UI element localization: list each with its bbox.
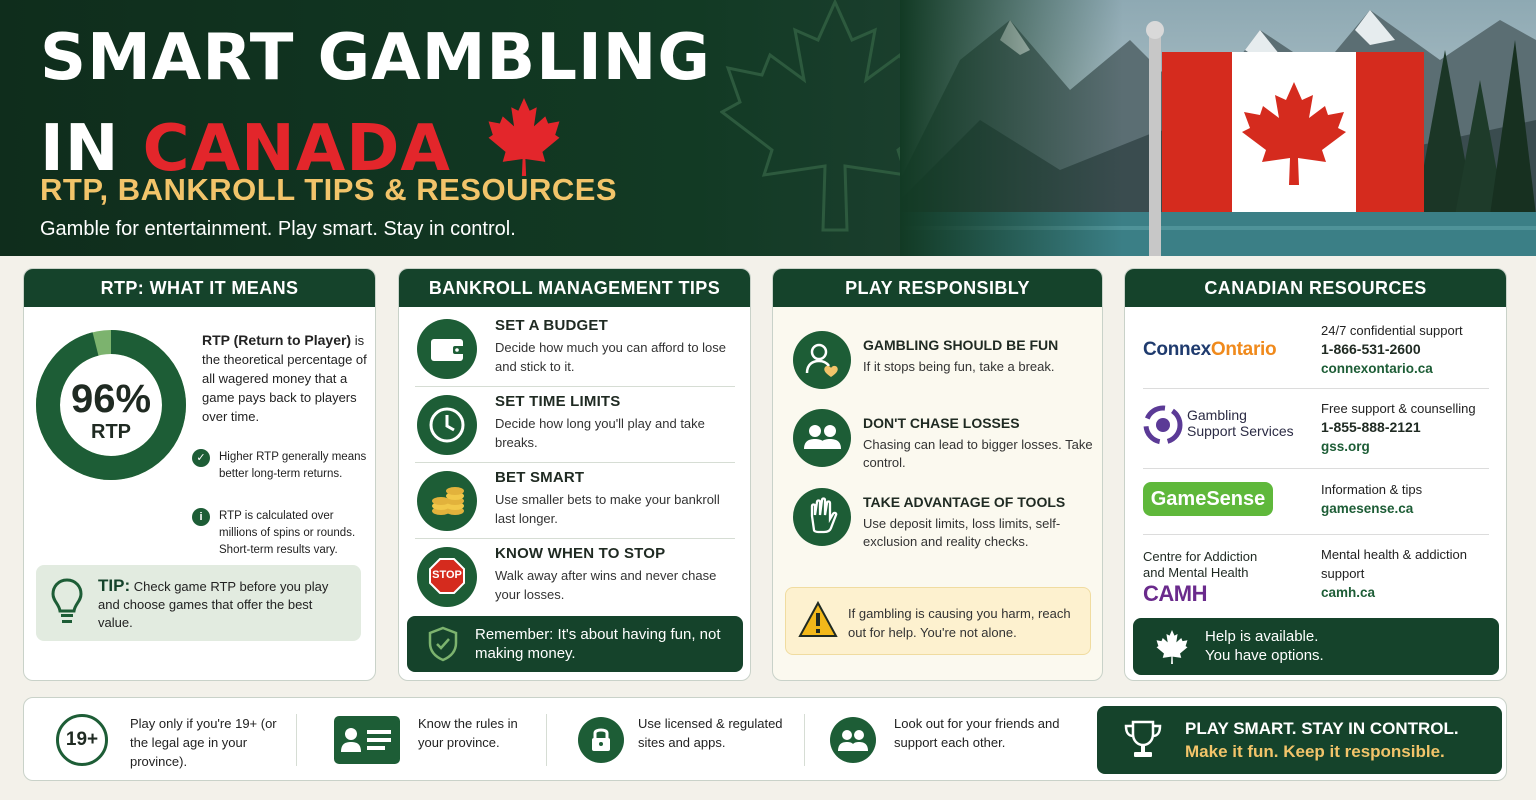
gss-link[interactable]: gss.org	[1321, 439, 1370, 454]
camh-logo-line1: Centre for Addiction	[1143, 549, 1258, 564]
check-icon: ✓	[192, 449, 210, 467]
divider	[296, 714, 297, 766]
bottom-strip	[23, 697, 1507, 781]
resource-camh	[1143, 535, 1489, 611]
responsible-panel	[772, 268, 1103, 681]
bankroll-item-bet	[415, 463, 735, 539]
rtp-tip-box	[36, 565, 361, 641]
bankroll-item-title: KNOW WHEN TO STOP	[495, 545, 666, 562]
clock-icon	[417, 395, 477, 455]
gss-logo-line2: Support Services	[1187, 423, 1294, 439]
camh-logo-abbr: CAMH	[1143, 581, 1207, 606]
shield-check-icon	[427, 626, 459, 662]
connexontario-label: 24/7 confidential support	[1321, 323, 1463, 338]
bankroll-reminder-text: Remember: It's about having fun, not making money.	[475, 626, 721, 662]
mountain-lake-scene	[900, 0, 1536, 256]
camh-logo[interactable]	[1143, 549, 1257, 607]
rtp-ring-text	[36, 377, 186, 443]
hand-stop-icon	[793, 488, 851, 546]
maple-leaf-icon	[488, 98, 560, 176]
info-icon: i	[192, 508, 210, 526]
bankroll-item-desc: Walk away after wins and never chase your losses.	[495, 568, 717, 602]
rtp-ring-label: RTP	[91, 421, 131, 443]
gss-label: Free support & counselling	[1321, 401, 1476, 416]
gss-logo-text[interactable]	[1187, 407, 1294, 439]
rtp-tip-text	[98, 577, 348, 632]
hero-subtitle: RTP, BANKROLL TIPS & RESOURCES	[40, 172, 618, 207]
hero-title-line1: SMART GAMBLING	[40, 21, 711, 95]
responsible-panel-header: PLAY RESPONSIBLY	[773, 269, 1102, 307]
coins-icon	[417, 471, 477, 531]
gss-phone[interactable]: 1-855-888-2121	[1321, 419, 1421, 435]
age-19-badge: 19+	[56, 714, 108, 766]
responsible-item-losses	[793, 409, 1093, 479]
connexontario-logo[interactable]	[1143, 339, 1276, 361]
bankroll-panel	[398, 268, 751, 681]
rtp-point-2	[192, 508, 370, 559]
camh-info	[1321, 545, 1493, 602]
bankroll-item-desc: Decide how much you can afford to lose and stick to it.	[495, 340, 727, 374]
gss-info	[1321, 399, 1493, 456]
rtp-definition: is the theoretical percentage of all wagered money that a game pays back to players over time.	[202, 333, 367, 424]
warning-icon	[798, 600, 838, 640]
resource-gss	[1143, 389, 1489, 469]
resources-panel	[1124, 268, 1507, 681]
responsible-item-title: DON'T CHASE LOSSES	[863, 415, 1020, 431]
responsible-item-desc: Use deposit limits, loss limits, self-exclusion and reality checks.	[863, 516, 1061, 549]
rtp-tip-body: Check game RTP before you play and choose games that offer the best value.	[98, 579, 329, 630]
camh-link[interactable]: camh.ca	[1321, 585, 1376, 600]
responsible-item-title: TAKE ADVANTAGE OF TOOLS	[863, 494, 1066, 510]
responsible-item-fun	[793, 331, 1093, 401]
bankroll-reminder	[407, 616, 743, 672]
cta-line1: PLAY SMART. STAY IN CONTROL.	[1185, 719, 1459, 738]
rules-text: Know the rules in your province.	[418, 716, 518, 750]
responsible-item-tools	[793, 488, 1093, 558]
bankroll-item-title: SET TIME LIMITS	[495, 393, 621, 410]
hero-banner	[0, 0, 1536, 256]
divider	[546, 714, 547, 766]
hero-tagline: Gamble for entertainment. Play smart. Stay in control.	[40, 218, 516, 240]
connexontario-info	[1321, 321, 1493, 378]
responsible-warning	[785, 587, 1091, 655]
rtp-panel-header: RTP: WHAT IT MEANS	[24, 269, 375, 307]
bottom-item-licensed	[564, 698, 804, 782]
bankroll-item-desc: Decide how long you'll play and take breaks.	[495, 416, 705, 450]
gss-logo-line1: Gambling	[1187, 407, 1247, 423]
bottom-item-friends	[822, 698, 1084, 782]
bottom-item-age	[24, 698, 296, 782]
connexontario-logo-b: Ontario	[1210, 339, 1277, 360]
resource-connexontario	[1143, 319, 1489, 389]
gss-logo-icon	[1143, 405, 1183, 445]
responsible-item-title: GAMBLING SHOULD BE FUN	[863, 337, 1059, 353]
resources-panel-header: CANADIAN RESOURCES	[1125, 269, 1506, 307]
bankroll-item-title: BET SMART	[495, 469, 585, 486]
hero-title-in: IN	[40, 112, 120, 186]
bankroll-panel-header: BANKROLL MANAGEMENT TIPS	[399, 269, 750, 307]
help-line1: Help is available.	[1205, 628, 1319, 645]
responsible-warning-text: If gambling is causing you harm, reach out for help. You're not alone.	[848, 606, 1071, 640]
bankroll-item-desc: Use smaller bets to make your bankroll last longer.	[495, 492, 720, 526]
gamesense-link[interactable]: gamesense.ca	[1321, 501, 1414, 516]
camh-logo-line2: and Mental Health	[1143, 565, 1249, 580]
rtp-point-2-text: RTP is calculated over millions of spins or rounds. Short-term results vary.	[219, 510, 356, 556]
lock-icon	[578, 717, 624, 763]
bankroll-item-budget	[415, 311, 735, 387]
cta-banner	[1097, 706, 1502, 774]
rtp-panel	[23, 268, 376, 681]
rtp-point-1-text: Higher RTP generally means better long-term returns.	[219, 451, 367, 480]
gamesense-logo[interactable]: GameSense	[1143, 482, 1273, 516]
gamesense-label: Information & tips	[1321, 482, 1423, 497]
hero-title-canada: CANADA	[142, 112, 451, 186]
friends-icon	[830, 717, 876, 763]
connexontario-phone[interactable]: 1-866-531-2600	[1321, 341, 1421, 357]
connexontario-link[interactable]: connexontario.ca	[1321, 361, 1433, 376]
bankroll-item-title: SET A BUDGET	[495, 317, 608, 334]
rtp-term: RTP (Return to Player)	[202, 332, 352, 348]
bankroll-item-stop	[415, 539, 735, 615]
licensed-text: Use licensed & regulated sites and apps.	[638, 716, 783, 750]
gamesense-info	[1321, 480, 1493, 518]
cta-line2: Make it fun. Keep it responsible.	[1185, 742, 1445, 761]
hero-title	[40, 18, 711, 189]
rtp-point-1	[192, 449, 370, 483]
bottom-item-rules	[314, 698, 546, 782]
camh-label: Mental health & addiction support	[1321, 547, 1467, 581]
person-heart-icon	[793, 331, 851, 389]
people-icon	[793, 409, 851, 467]
help-line2: You have options.	[1205, 647, 1324, 664]
stop-sign-text: STOP	[432, 569, 462, 581]
rtp-description	[202, 331, 372, 426]
lightbulb-icon	[50, 577, 84, 627]
id-card-icon	[334, 716, 400, 764]
help-available-box	[1133, 618, 1499, 675]
stop-sign-icon	[417, 547, 477, 607]
rtp-tip-label: TIP:	[98, 576, 131, 595]
responsible-item-desc: If it stops being fun, take a break.	[863, 359, 1055, 374]
divider	[804, 714, 805, 766]
friends-text: Look out for your friends and support each other.	[894, 716, 1060, 750]
responsible-item-desc: Chasing can lead to bigger losses. Take control.	[863, 437, 1093, 470]
rtp-percent: 96%	[70, 377, 152, 421]
maple-leaf-icon	[1155, 630, 1189, 664]
trophy-icon	[1121, 718, 1165, 762]
wallet-icon	[417, 319, 477, 379]
connexontario-logo-a: Connex	[1143, 339, 1211, 360]
help-text	[1205, 627, 1324, 665]
resource-gamesense	[1143, 469, 1489, 535]
bankroll-item-time	[415, 387, 735, 463]
age-text: Play only if you're 19+ (or the legal age in your province).	[130, 716, 277, 769]
